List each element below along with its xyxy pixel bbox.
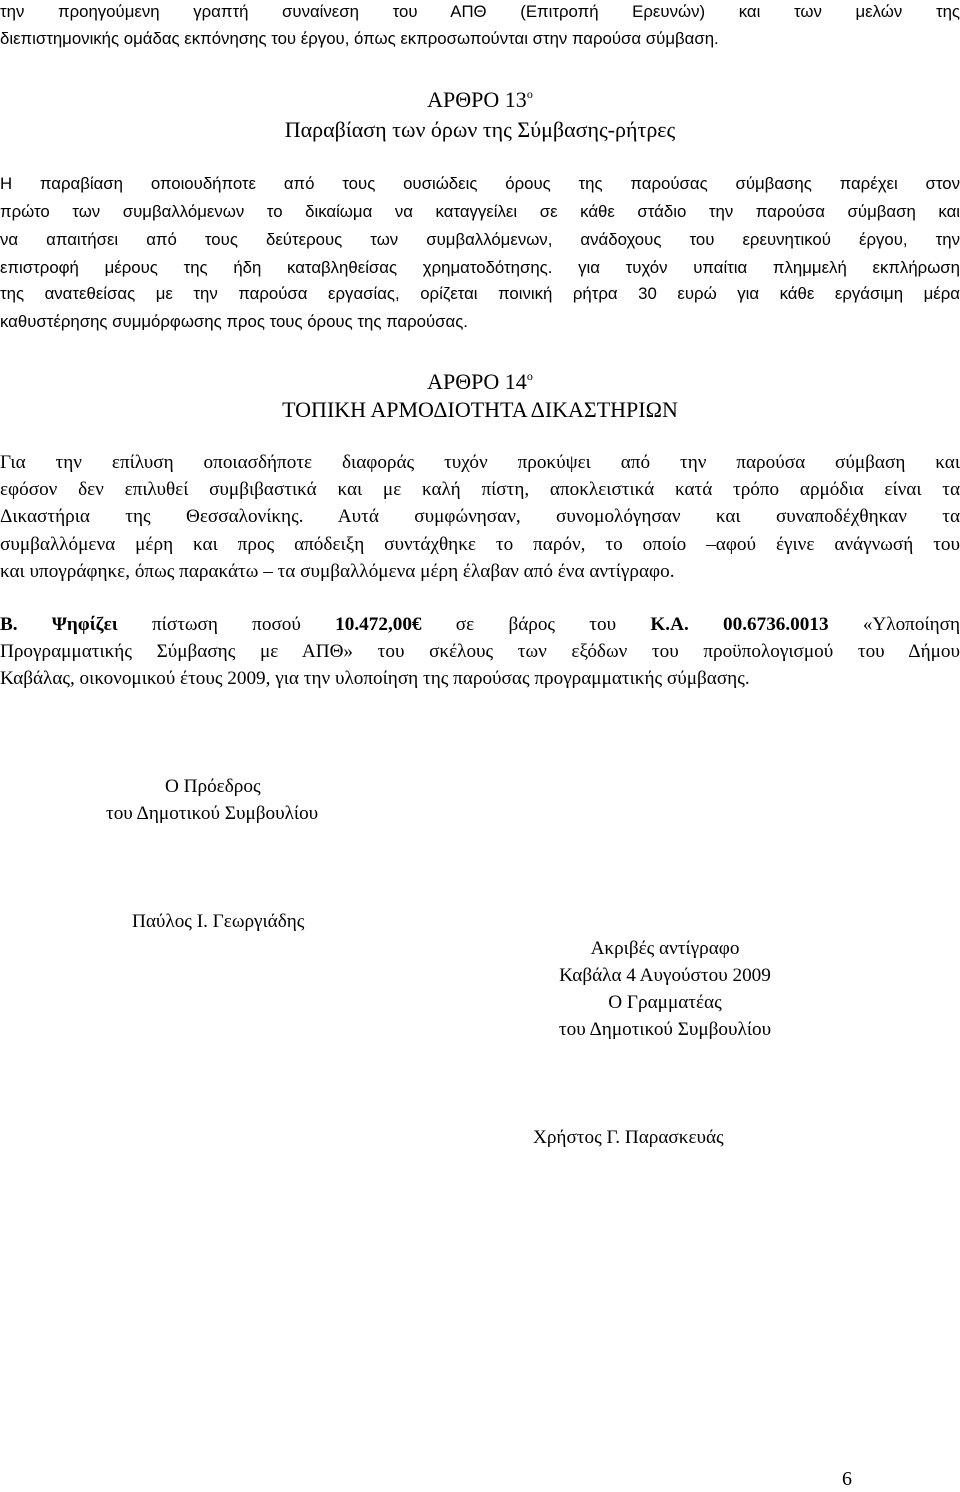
resolution-line-3: Καβάλας, οικονομικού έτους 2009, για την υλοποίηση της παρούσας προγραμματικής σύμβασης. [0, 668, 750, 689]
article-13-line-1: Η παραβίαση οποιουδήποτε από τους ουσιώδεις όρους της παρούσας σύμβασης παρέχει στον [0, 174, 960, 193]
secretary-title-1: Ο Γραμματέας [608, 992, 722, 1013]
page-number: 6 [842, 1468, 852, 1490]
secretary-name: Χρήστος Γ. Παρασκευάς [533, 1127, 724, 1148]
article-13-line-4: επιστροφή μέρους της ήδη καταβληθείσας χρηματοδότησης. για τυχόν υπαίτια πλημμελή εκπλήρωση [0, 258, 960, 277]
article-13-line-3: να απαιτήσει από τους δεύτερους των συμβαλλόμενων, ανάδοχους του ερευνητικού έργου, την [0, 230, 960, 249]
resolution-ka-label: Κ.Α. [650, 614, 689, 635]
resolution-line-2: Προγραμματικής Σύμβασης με ΑΠΘ» του σκέλους των εξόδων του προϋπολογισμού του Δήμου [0, 641, 960, 662]
article-13-number [0, 80, 960, 114]
copy-line-1: Ακριβές αντίγραφο [590, 938, 740, 959]
article-14-superscript: ο [526, 369, 533, 383]
resolution-ka-code: 00.6736.0013 [723, 614, 829, 635]
secretary-title-2: του Δημοτικού Συμβουλίου [558, 1019, 772, 1040]
president-title-1: Ο Πρόεδρος [165, 776, 261, 797]
president-name: Παύλος Ι. Γεωργιάδης [132, 911, 305, 932]
article-13-line-6: καθυστέρησης συμμόρφωσης προς τους όρους της παρούσας. [0, 312, 468, 331]
article-14-number-text: ΑΡΘΡΟ 14 [427, 369, 527, 394]
article-13-title: Παραβίαση των όρων της Σύμβασης-ρήτρες [284, 117, 676, 142]
article-14-line-2: εφόσον δεν επιλυθεί συμβιβαστικά και με καλή πίστη, αποκλειστικά κατά τρόπο αρμόδια είναι τα [0, 479, 960, 500]
resolution-text-1: πίστωση ποσού [152, 614, 301, 635]
article-14-line-4: συμβαλλόμενα μέρη και προς απόδειξη συντάχθηκε το παρόν, το οποίο –αφού έγινε ανάγνωσή του [0, 534, 960, 555]
president-title-2: του Δημοτικού Συμβουλίου [106, 803, 319, 824]
article-14-line-5: και υπογράφηκε, όπως παρακάτω – τα συμβαλλόμενα μέρη έλαβαν από ένα αντίγραφο. [0, 561, 675, 582]
article-14-number [0, 362, 960, 396]
copy-line-2: Καβάλα 4 Αυγούστου 2009 [559, 965, 771, 986]
resolution-line-1 [0, 612, 960, 638]
intro-line-1: την προηγούμενη γραπτή συναίνεση του ΑΠΘ (Επιτροπή Ερευνών) και των μελών της [0, 2, 960, 21]
resolution-amount: 10.472,00€ [335, 614, 422, 635]
resolution-verb: Ψηφίζει [51, 614, 118, 635]
article-13-line-5: της ανατεθείσας με την παρούσα εργασίας, ορίζεται ποινική ρήτρα 30 ευρώ για κάθε εργάσιμη μέρα [0, 284, 960, 303]
resolution-label-b: Β. [0, 614, 18, 635]
resolution-text-2: σε βάρος του [455, 614, 617, 635]
article-13-line-2: πρώτο των συμβαλλόμενων το δικαίωμα να καταγγείλει σε κάθε στάδιο την παρούσα σύμβαση και [0, 202, 960, 221]
article-14-line-3: Δικαστήρια της Θεσσαλονίκης. Αυτά συμφώνησαν, συνομολόγησαν και συναποδέχθηκαν τα [0, 506, 960, 527]
resolution-text-3: «Υλοποίηση [862, 614, 960, 635]
article-13-superscript: ο [526, 87, 533, 101]
article-14-line-1: Για την επίλυση οποιασδήποτε διαφοράς τυχόν προκύψει από την παρούσα σύμβαση και [0, 452, 960, 473]
article-14-title: ΤΟΠΙΚΗ ΑΡΜΟΔΙΟΤΗΤΑ ΔΙΚΑΣΤΗΡΙΩΝ [282, 397, 678, 422]
intro-line-2: διεπιστημονικής ομάδας εκπόνησης του έργου, όπως εκπροσωπούνται στην παρούσα σύμβαση. [0, 29, 719, 48]
article-13-number-text: ΑΡΘΡΟ 13 [427, 87, 527, 112]
